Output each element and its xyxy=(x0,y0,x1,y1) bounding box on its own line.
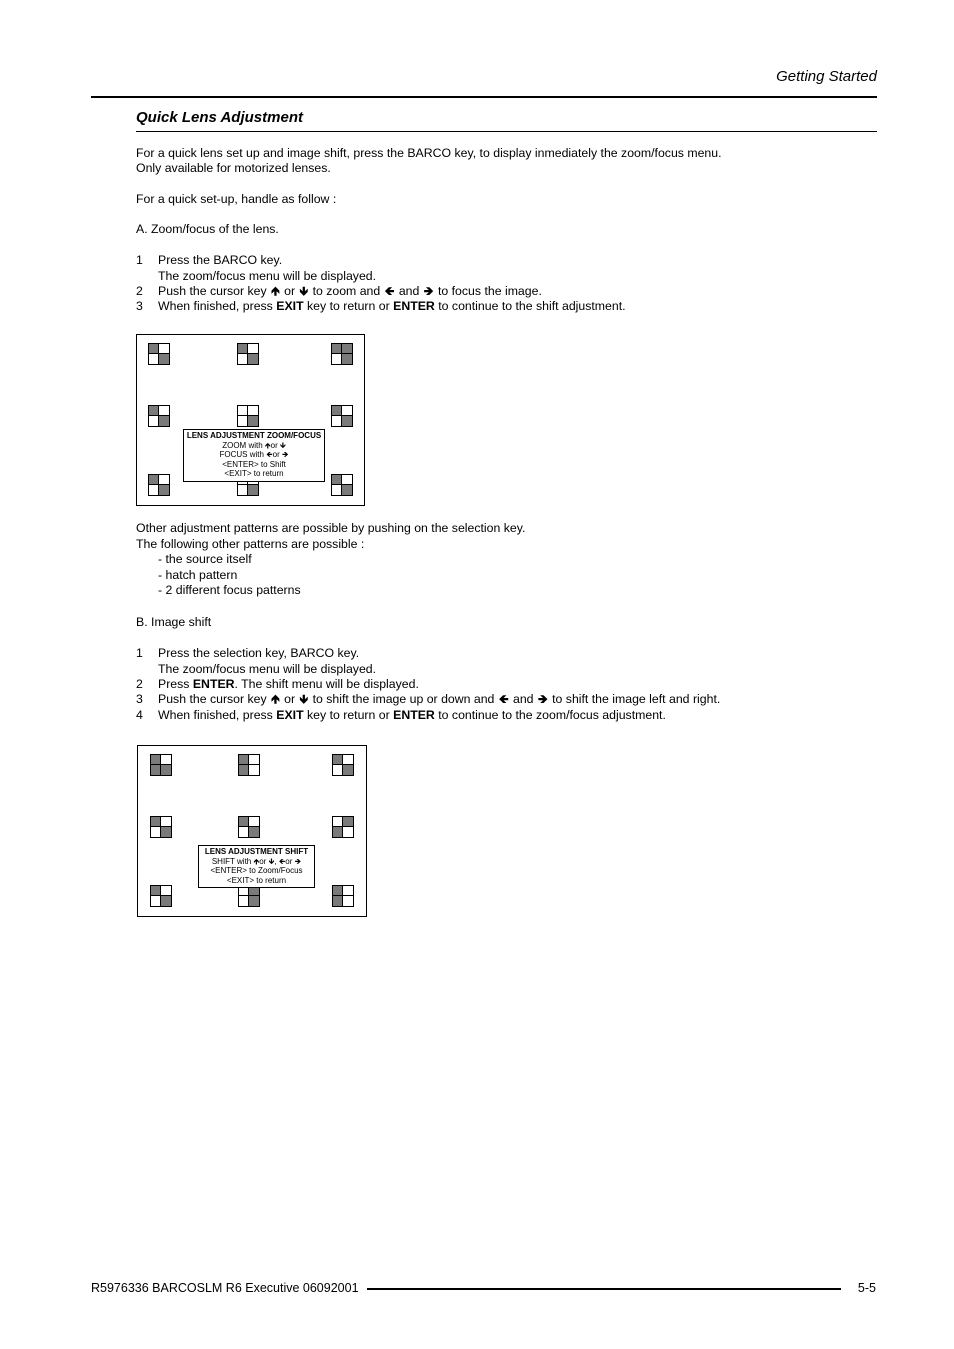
patterns-intro: The following other patterns are possible : xyxy=(136,537,365,551)
focus-pattern xyxy=(148,405,170,427)
arrow-up-icon: 🡹 xyxy=(271,284,280,298)
step-text: or xyxy=(284,692,296,706)
focus-pattern xyxy=(148,343,170,365)
footer-document-id: R5976336 BARCOSLM R6 Executive 06092001 xyxy=(91,1281,359,1295)
focus-pattern xyxy=(237,405,259,427)
focus-pattern xyxy=(331,474,353,496)
step-text: and xyxy=(513,692,534,706)
intro-paragraph: For a quick lens set up and image shift, press the BARCO key, to display inmediately the zoom/focus menu. xyxy=(136,146,722,160)
step-number: 4 xyxy=(136,708,143,722)
step-text: Press the BARCO key. xyxy=(158,253,283,267)
step-text: or xyxy=(284,284,296,298)
focus-pattern xyxy=(238,885,260,907)
footer-rule xyxy=(367,1288,841,1290)
pattern-item: - 2 different focus patterns xyxy=(158,583,301,597)
shift-screen-diagram xyxy=(137,745,367,917)
exit-key-label: EXIT xyxy=(276,299,304,313)
step-text: to continue to the zoom/focus adjustment. xyxy=(438,708,666,722)
pattern-item: - hatch pattern xyxy=(158,568,238,582)
arrow-right-icon: 🡺 xyxy=(537,692,548,706)
focus-pattern xyxy=(332,754,354,776)
zoom-focus-screen-diagram xyxy=(136,334,365,506)
focus-pattern xyxy=(332,816,354,838)
shift-osd-menu xyxy=(198,845,315,888)
step-text: Press the selection key, BARCO key. xyxy=(158,646,360,660)
arrow-left-icon: 🡸 xyxy=(266,450,273,459)
header-rule xyxy=(91,96,877,98)
step-text: When finished, press xyxy=(158,299,273,313)
focus-pattern xyxy=(238,754,260,776)
step-text: Push the cursor key xyxy=(158,284,267,298)
step-number: 3 xyxy=(136,692,143,706)
arrow-right-icon: 🡺 xyxy=(282,450,289,459)
page-number: 5-5 xyxy=(857,1281,876,1295)
running-header: Getting Started xyxy=(776,68,877,85)
osd-title: LENS ADJUSTMENT ZOOM/FOCUS xyxy=(186,431,322,440)
step-text: to continue to the shift adjustment. xyxy=(438,299,626,313)
zoom-focus-osd-menu xyxy=(183,429,325,482)
arrow-right-icon: 🡺 xyxy=(294,856,302,866)
focus-pattern xyxy=(148,474,170,496)
pattern-item: - the source itself xyxy=(158,552,252,566)
step-a1-result: The zoom/focus menu will be displayed. xyxy=(158,269,377,283)
enter-key-label: ENTER xyxy=(192,677,235,691)
step-text: key to return or xyxy=(307,299,390,313)
exit-key-label: EXIT xyxy=(276,708,304,722)
step-text: and xyxy=(398,284,420,298)
step-text: to shift the image up or down and xyxy=(312,692,495,706)
step-text: Push the cursor key xyxy=(158,692,267,706)
focus-pattern xyxy=(150,816,172,838)
step-number: 1 xyxy=(136,253,143,267)
step-text: to focus the image. xyxy=(437,284,542,298)
enter-key-label: ENTER xyxy=(393,708,435,722)
focus-pattern xyxy=(331,343,353,365)
step-text: Press xyxy=(158,677,190,691)
focus-pattern xyxy=(332,885,354,907)
step-text: to zoom and xyxy=(312,284,381,298)
arrow-up-icon: 🡹 xyxy=(253,856,260,866)
osd-title: LENS ADJUSTMENT SHIFT xyxy=(204,847,309,856)
section-title: Quick Lens Adjustment xyxy=(136,109,303,126)
osd-enter-line: <ENTER> to Zoom/Focus xyxy=(210,866,303,875)
intro-note: Only available for motorized lenses. xyxy=(136,161,331,175)
step-number: 3 xyxy=(136,299,143,313)
arrow-down-icon: 🡻 xyxy=(268,856,275,866)
osd-exit-line: <EXIT> to return xyxy=(226,875,287,885)
focus-pattern xyxy=(331,405,353,427)
step-text: . The shift menu will be displayed. xyxy=(234,677,419,691)
step-number: 2 xyxy=(136,677,143,691)
enter-key-label: ENTER xyxy=(393,299,435,313)
focus-pattern xyxy=(237,343,259,365)
arrow-left-icon: 🡸 xyxy=(498,692,509,706)
arrow-down-icon: 🡻 xyxy=(299,284,309,298)
focus-pattern xyxy=(150,885,172,907)
step-b1-result: The zoom/focus menu will be displayed. xyxy=(158,662,377,676)
step-text: When finished, press xyxy=(158,708,273,722)
osd-zoom-line: ZOOM with 🡹or 🡻 xyxy=(222,440,286,450)
arrow-down-icon: 🡻 xyxy=(280,440,286,450)
step-text: key to return or xyxy=(307,708,390,722)
intro-setup: For a quick set-up, handle as follow : xyxy=(136,192,337,206)
focus-pattern xyxy=(150,754,172,776)
osd-shift-line: SHIFT with 🡹or 🡻, 🡸or 🡺 xyxy=(211,856,302,866)
patterns-paragraph: Other adjustment patterns are possible by pushing on the selection key. xyxy=(136,521,526,535)
arrow-right-icon: 🡺 xyxy=(423,284,434,298)
step-number: 1 xyxy=(136,646,143,660)
osd-exit-line: <EXIT> to return xyxy=(224,469,284,478)
osd-focus-line: FOCUS with 🡸or 🡺 xyxy=(219,450,289,459)
arrow-down-icon: 🡻 xyxy=(299,692,309,706)
step-text: to shift the image left and right. xyxy=(552,692,721,706)
section-rule xyxy=(136,131,877,132)
osd-enter-line: <ENTER> to Shift xyxy=(222,459,286,469)
focus-pattern xyxy=(238,816,260,838)
part-a-title: A. Zoom/focus of the lens. xyxy=(136,222,279,236)
arrow-up-icon: 🡹 xyxy=(264,440,271,450)
arrow-up-icon: 🡹 xyxy=(271,692,280,706)
arrow-left-icon: 🡸 xyxy=(384,284,395,298)
arrow-left-icon: 🡸 xyxy=(278,856,286,866)
step-number: 2 xyxy=(136,284,143,298)
part-b-title: B. Image shift xyxy=(136,615,212,629)
